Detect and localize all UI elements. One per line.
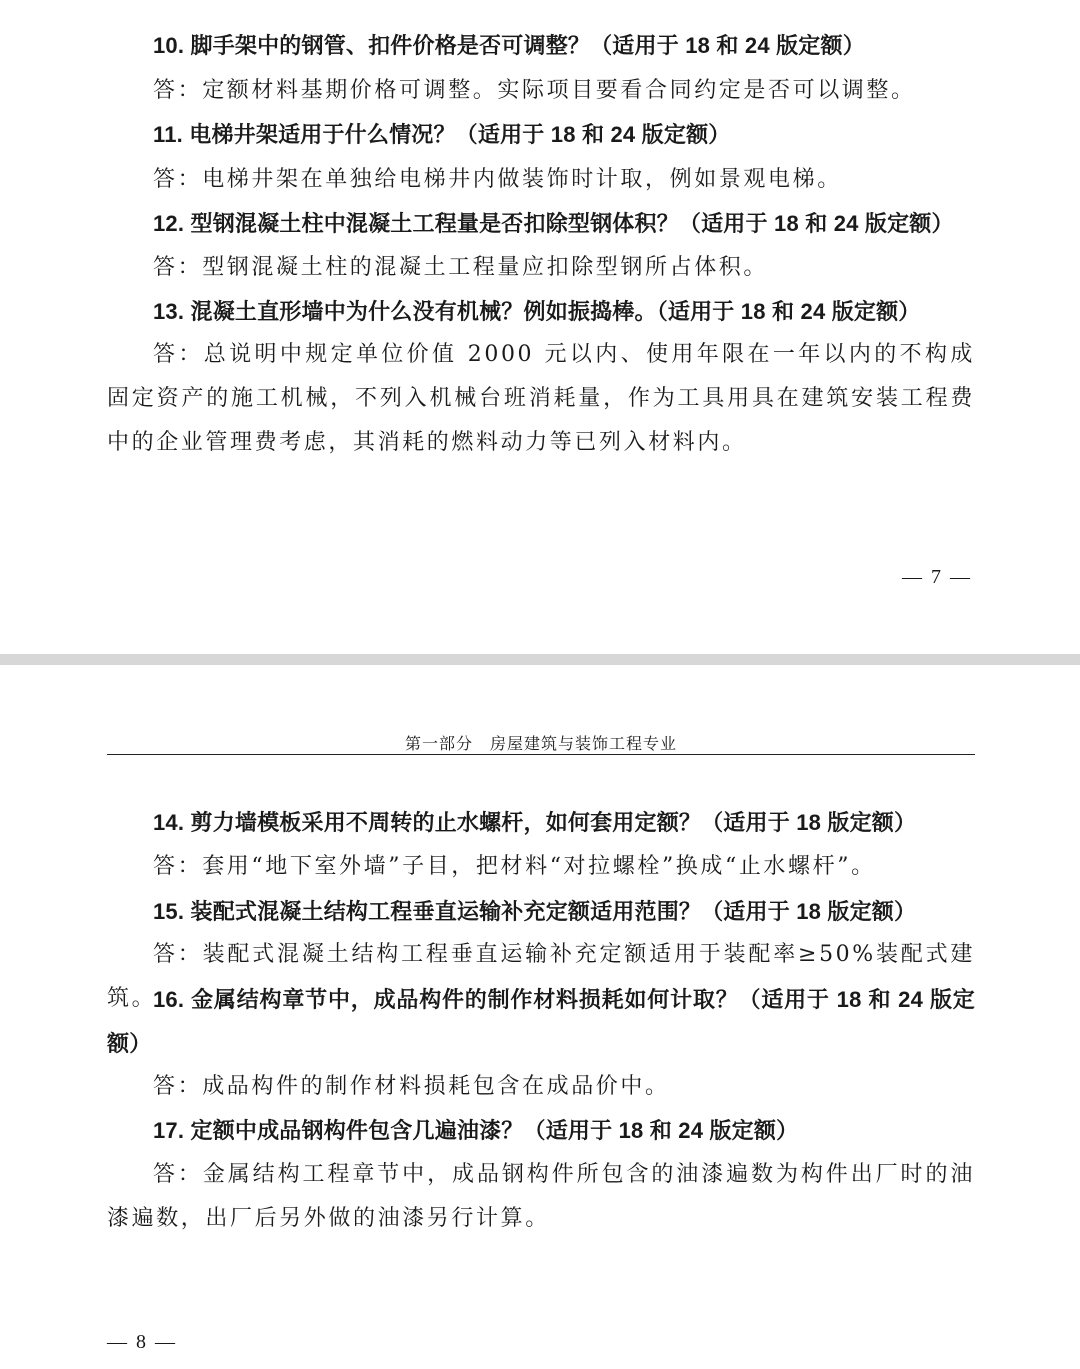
question-10: 10. 脚手架中的钢管、扣件价格是否可调整？（适用于 18 和 24 版定额） <box>153 33 865 58</box>
page-number-8: — 8 — <box>107 1331 177 1353</box>
page-number-7: — 7 — <box>902 566 972 588</box>
question-17: 17. 定额中成品钢构件包含几遍油漆？（适用于 18 和 24 版定额） <box>153 1118 799 1143</box>
question-16: 16. 金属结构章节中，成品构件的制作材料损耗如何计取？（适用于 18 和 24 版定额） <box>107 987 975 1056</box>
running-header: 第一部分 房屋建筑与装饰工程专业 <box>404 734 677 753</box>
question-12: 12. 型钢混凝土柱中混凝土工程量是否扣除型钢体积？（适用于 18 和 24 版定额） <box>153 211 954 236</box>
document-page-8 <box>0 665 1080 1369</box>
answer-10: 答：定额材料基期价格可调整。实际项目要看合同约定是否可以调整。 <box>153 78 916 103</box>
header-rule <box>107 754 975 755</box>
question-11: 11. 电梯井架适用于什么情况？（适用于 18 和 24 版定额） <box>153 122 731 147</box>
answer-13: 答：总说明中规定单位价值 2000 元以内、使用年限在一年以内的不构成固定资产的施工机械，不列入机械台班消耗量，作为工具用具在建筑安装工程费中的企业管理费考虑，其消耗的燃料动力等已列入材料内。 <box>107 342 975 455</box>
question-14: 14. 剪力墙模板采用不周转的止水螺杆，如何套用定额？（适用于 18 版定额） <box>153 810 917 835</box>
answer-14: 答：套用“地下室外墙”子目，把材料“对拉螺栓”换成“止水螺杆”。 <box>153 854 876 879</box>
answer-11: 答：电梯井架在单独给电梯井内做装饰时计取，例如景观电梯。 <box>153 167 842 192</box>
page-separator <box>0 654 1080 665</box>
answer-12: 答：型钢混凝土柱的混凝土工程量应扣除型钢所占体积。 <box>153 255 769 280</box>
question-13: 13. 混凝土直形墙中为什么没有机械？例如振捣棒。（适用于 18 和 24 版定额） <box>153 299 921 324</box>
answer-17: 答：金属结构工程章节中，成品钢构件所包含的油漆遍数为构件出厂时的油漆遍数，出厂后另外做的油漆另行计算。 <box>107 1162 975 1231</box>
question-15: 15. 装配式混凝土结构工程垂直运输补充定额适用范围？（适用于 18 版定额） <box>153 899 917 924</box>
answer-15: 答：装配式混凝土结构工程垂直运输补充定额适用于装配率≥50%装配式建筑。 <box>107 942 975 1011</box>
document-page-7 <box>0 0 1080 654</box>
answer-16: 答：成品构件的制作材料损耗包含在成品价中。 <box>153 1074 670 1099</box>
